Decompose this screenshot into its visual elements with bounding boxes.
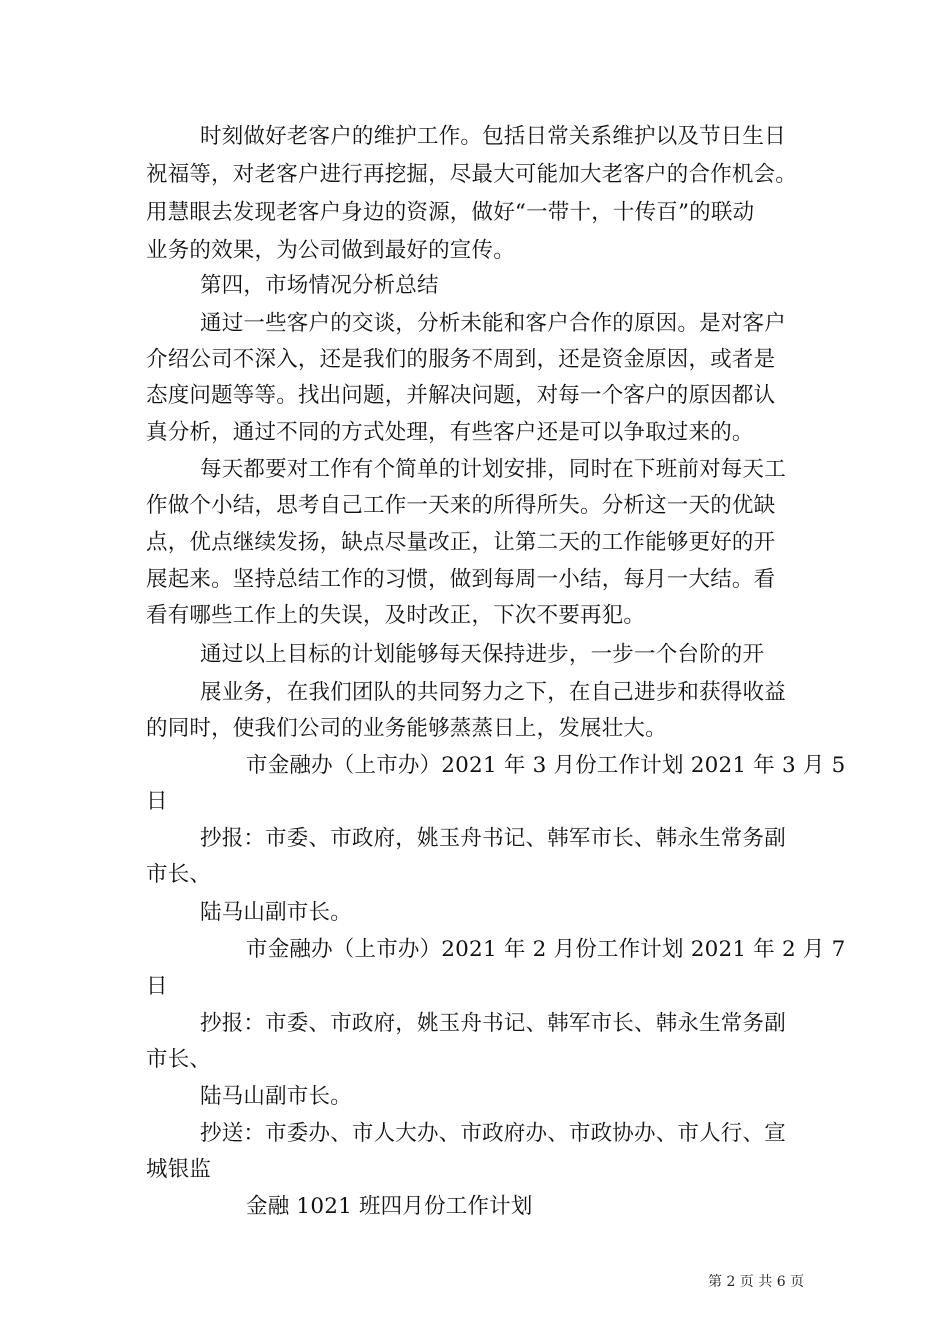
plan-title-february-cont: 日 bbox=[146, 974, 168, 999]
cc-send-cont: 城银监 bbox=[146, 1157, 212, 1182]
body-line-2: 祝福等，对老客户进行再挖掘，尽最大可能加大老客户的合作机会。 bbox=[146, 162, 798, 187]
plan-title-class: 金融 1021 班四月份工作计划 bbox=[246, 1194, 533, 1219]
body-line-10: 每天都要对工作有个简单的计划安排，同时在下班前对每天工 bbox=[200, 457, 786, 482]
body-line-17: 的同时，使我们公司的业务能够蒸蒸日上，发展壮大。 bbox=[146, 716, 667, 741]
body-line-9: 真分析，通过不同的方式处理，有些客户还是可以争取过来的。 bbox=[146, 420, 754, 445]
body-line-14: 看有哪些工作上的失误，及时改正，下次不要再犯。 bbox=[146, 603, 646, 628]
cc-report-2-cont: 市长、 bbox=[146, 1047, 212, 1072]
cc-report-1: 抄报：市委、市政府，姚玉舟书记、韩军市长、韩永生常务副 bbox=[200, 826, 786, 851]
section-heading: 第四，市场情况分析总结 bbox=[200, 273, 439, 298]
body-line-11: 作做个小结，思考自己工作一天来的所得所失。分析这一天的优缺 bbox=[146, 493, 776, 518]
body-line-12: 点，优点继续发扬，缺点尽量改正，让第二天的工作能够更好的开 bbox=[146, 530, 776, 555]
cc-send: 抄送：市委办、市人大办、市政府办、市政协办、市人行、宣 bbox=[200, 1121, 786, 1146]
cc-report-2: 抄报：市委、市政府，姚玉舟书记、韩军市长、韩永生常务副 bbox=[200, 1011, 786, 1036]
cc-report-1-end: 陆马山副市长。 bbox=[200, 900, 352, 925]
body-line-16: 展业务，在我们团队的共同努力之下，在自己进步和获得收益 bbox=[200, 680, 786, 705]
body-line-1: 时刻做好老客户的维护工作。包括日常关系维护以及节日生日 bbox=[200, 124, 786, 149]
cc-report-2-end: 陆马山副市长。 bbox=[200, 1084, 352, 1109]
body-line-3: 用慧眼去发现老客户身边的资源，做好“一带十，十传百”的联动 bbox=[146, 200, 755, 225]
plan-title-february: 市金融办（上市办）2021 年 2 月份工作计划 2021 年 2 月 7 bbox=[246, 937, 846, 962]
page-number: 第 2 页 共 6 页 bbox=[708, 1274, 805, 1290]
body-line-8: 态度问题等等。找出问题，并解决问题，对每一个客户的原因都认 bbox=[146, 383, 776, 408]
plan-title-march: 市金融办（上市办）2021 年 3 月份工作计划 2021 年 3 月 5 bbox=[246, 753, 846, 778]
body-line-6: 通过一些客户的交谈，分析未能和客户合作的原因。是对客户 bbox=[200, 311, 786, 336]
body-line-7: 介绍公司不深入，还是我们的服务不周到，还是资金原因，或者是 bbox=[146, 347, 776, 372]
body-line-15: 通过以上目标的计划能够每天保持进步，一步一个台阶的开 bbox=[200, 642, 765, 667]
cc-report-1-cont: 市长、 bbox=[146, 862, 212, 887]
plan-title-march-cont: 日 bbox=[146, 789, 168, 814]
body-line-13: 展起来。坚持总结工作的习惯，做到每周一小结，每月一大结。看 bbox=[146, 567, 776, 592]
body-line-4: 业务的效果，为公司做到最好的宣传。 bbox=[146, 238, 515, 263]
